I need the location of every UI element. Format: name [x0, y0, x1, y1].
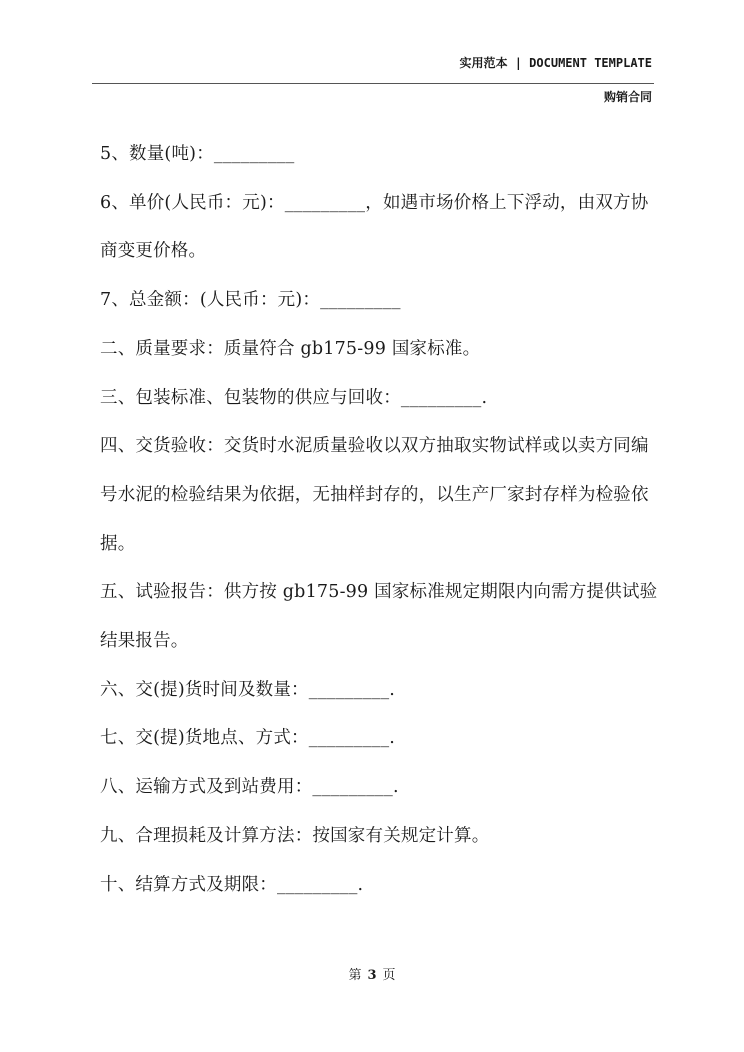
contract-clause-test-report: 五、试验报告：供方按 gb175-99 国家标准规定期限内向需方提供试验结果报告。 — [100, 582, 658, 652]
document-type-label: 购销合同 — [603, 90, 652, 104]
contract-clause-quantity: 5、数量(吨)：_________ — [100, 144, 295, 164]
contract-clause-transport: 八、运输方式及到站费用：_________. — [100, 777, 399, 798]
contract-clause-unit-price: 6、单价(人民币：元)：_________，如遇市场价格上下浮动，由双方协商变更价格。 — [100, 192, 649, 262]
contract-clause-settlement: 十、结算方式及期限：_________. — [100, 874, 364, 895]
page-footer — [0, 964, 744, 983]
contract-clause-total-amount: 7、总金额：(人民币：元)：_________ — [100, 290, 401, 311]
contract-clause-quality: 二、质量要求：质量符合 gb175-99 国家标准。 — [100, 338, 481, 359]
contract-clause-acceptance: 四、交货验收：交货时水泥质量验收以双方抽取实物试样或以卖方同编号水泥的检验结果为依据，无抽样封存的，以生产厂家封存样为检验依据。 — [100, 436, 649, 554]
contract-clause-delivery-time: 六、交(提)货时间及数量：_________. — [100, 679, 396, 700]
document-body — [100, 130, 660, 909]
document-header-title: 实用范本 | DOCUMENT TEMPLATE — [459, 56, 652, 70]
contract-clause-packaging: 三、包装标准、包装物的供应与回收：_________. — [100, 387, 488, 408]
contract-clause-loss: 九、合理损耗及计算方法：按国家有关规定计算。 — [100, 825, 490, 846]
page-number-prefix: 第 — [348, 968, 362, 983]
page-number: 3 — [367, 968, 377, 983]
page-number-suffix: 页 — [382, 968, 396, 983]
header-divider — [92, 83, 654, 84]
contract-clause-delivery-place: 七、交(提)货地点、方式：_________. — [100, 728, 396, 749]
